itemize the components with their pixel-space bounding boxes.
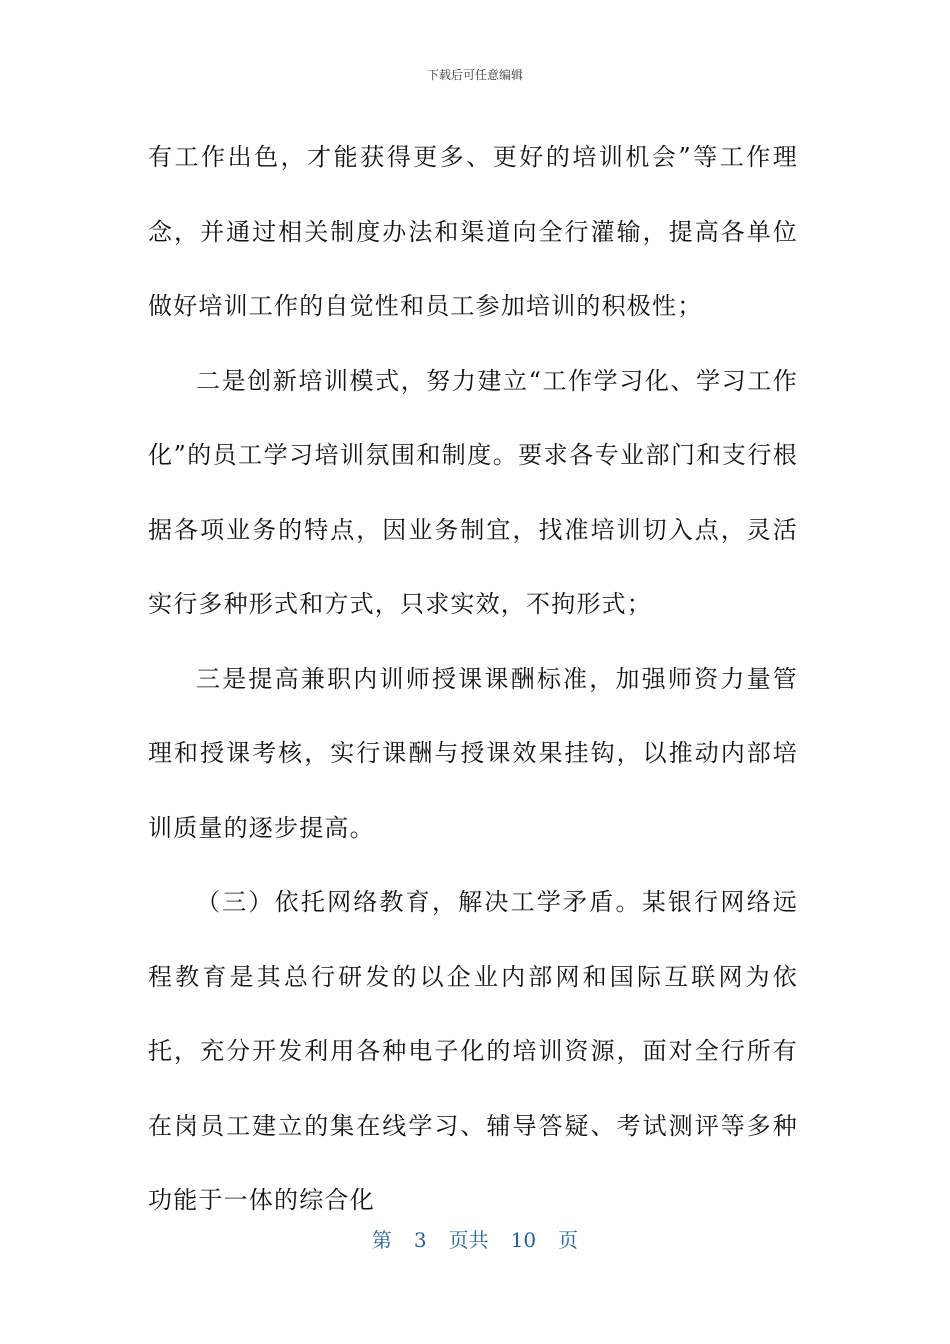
paragraph-item-two: 二是创新培训模式，努力建立“工作学习化、学习工作化”的员工学习培训氛围和制度。要求各专业部门和支行根据各项业务的特点，因业务制宜，找准培训切入点，灵活实行多种形式和方式，只求实效，不拘形式；	[148, 366, 798, 618]
page-prefix: 第	[371, 1228, 392, 1252]
current-page-number: 3	[413, 1228, 427, 1252]
paragraph-item-three: 三是提高兼职内训师授课课酬标准，加强师资力量管理和授课考核，实行课酬与授课效果挂钩，以推动内部培训质量的逐步提高。	[148, 664, 798, 842]
paragraph-section-three: （三）依托网络教育，解决工学矛盾。某银行网络远程教育是其总行研发的以企业内部网和国际互联网为依托，充分开发利用各种电子化的培训资源，面对全行所有在岗员工建立的集在线学习、辅导答疑、考试测评等多种功能于一体的综合化	[148, 888, 798, 1214]
page-suffix: 页	[558, 1228, 579, 1252]
header-note: 下载后可任意编辑	[426, 68, 523, 82]
paragraph-continuation: 有工作出色，才能获得更多、更好的培训机会”等工作理念，并通过相关制度办法和渠道向全行灌输，提高各单位做好培训工作的自觉性和员工参加培训的积极性；	[148, 143, 798, 320]
page-footer	[0, 1224, 950, 1253]
total-pages-number: 10	[510, 1228, 537, 1252]
page-middle: 页共	[448, 1228, 489, 1252]
document-body	[148, 120, 798, 1238]
